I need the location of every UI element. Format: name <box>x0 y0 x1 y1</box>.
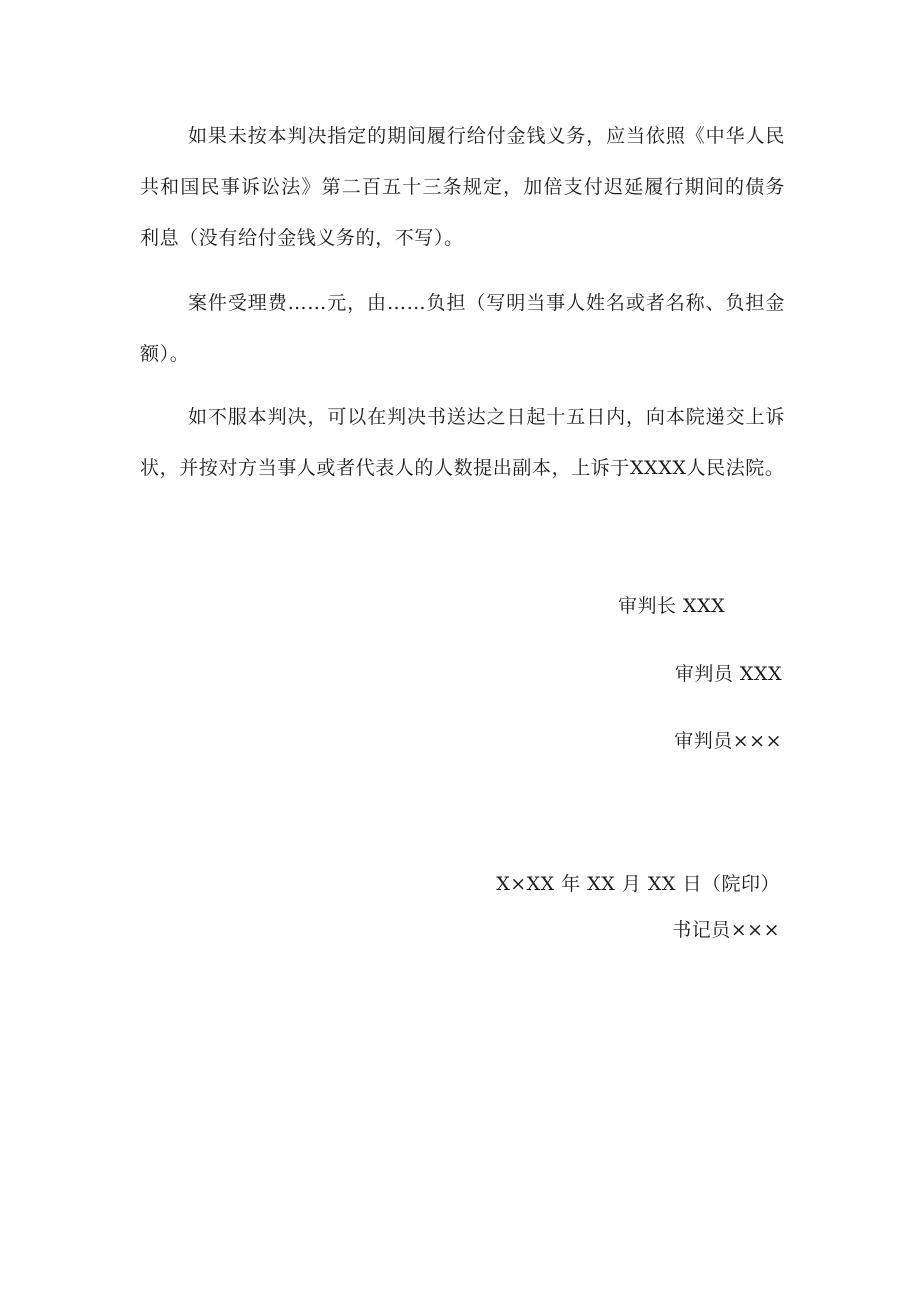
judge-signature-1: 审判员 XXX <box>674 663 782 685</box>
presiding-judge-signature: 审判长 XXX <box>618 595 726 617</box>
paragraph-payment-obligation: 如果未按本判决指定的期间履行给付金钱义务，应当依照《中华人民共和国民事诉讼法》第二百五十三条规定，加倍支付迟延履行期间的债务利息（没有给付金钱义务的，不写）。 <box>140 125 785 249</box>
judge-signature-2: 审判员××× <box>674 730 782 752</box>
paragraph-appeal-notice: 如不服本判决，可以在判决书送达之日起十五日内，向本院递交上诉状，并按对方当事人或者代表人的人数提出副本，上诉于XXXX人民法院。 <box>140 406 785 479</box>
judgment-date-seal: X×XX 年 XX 月 XX 日（院印） <box>496 873 780 895</box>
paragraph-case-fee: 案件受理费……元，由……负担（写明当事人姓名或者名称、负担金额）。 <box>140 292 785 365</box>
clerk-signature: 书记员××× <box>672 919 780 941</box>
